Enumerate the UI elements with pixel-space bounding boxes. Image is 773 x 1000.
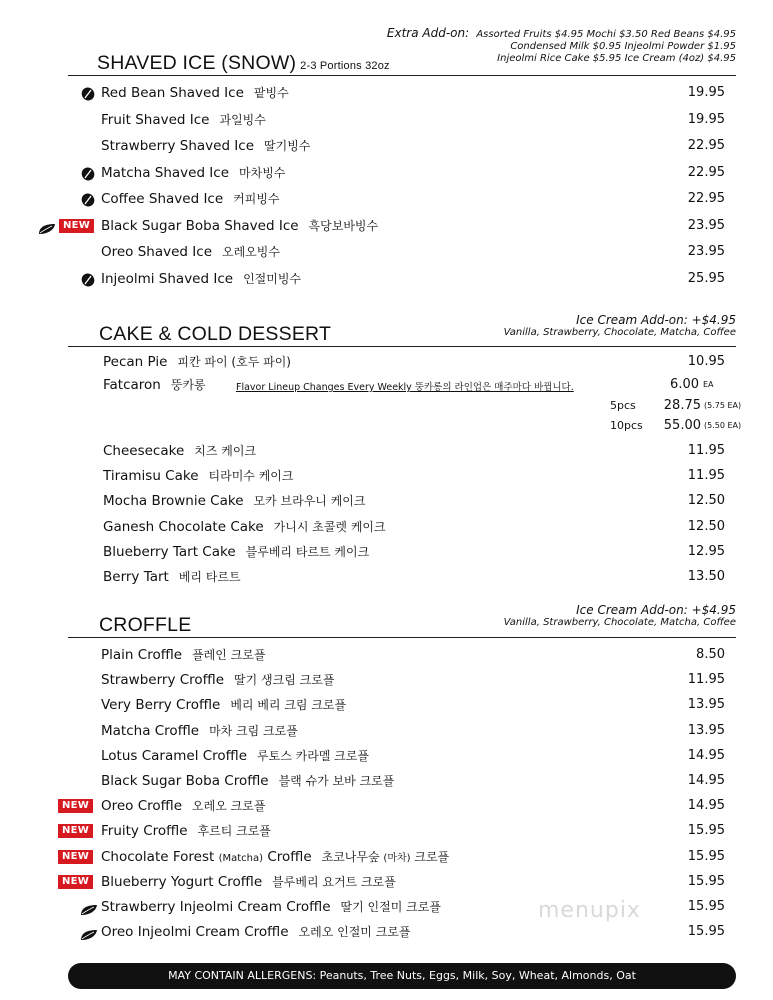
menu-item: [0, 895, 773, 919]
item-name: Tiramisu Cake: [103, 468, 199, 485]
item-name: Very Berry Croffle: [101, 697, 221, 714]
menu-item: [0, 187, 773, 211]
item-name: Fruit Shaved Ice: [101, 111, 210, 128]
item-name: Oreo Shaved Ice: [101, 244, 212, 260]
item-korean-name: 베리 베리 크림 크로플: [230, 698, 347, 713]
coffee-bean-icon: [81, 272, 95, 286]
item-price: 15.95: [687, 899, 725, 914]
menu-item: [0, 744, 773, 768]
item-price: 15.95: [687, 823, 725, 839]
new-badge: NEW: [58, 799, 93, 813]
cake-addon-block: [504, 313, 736, 339]
item-korean-name: 베리 타르트: [178, 570, 241, 584]
new-badge: NEW: [59, 219, 94, 233]
item-name: Oreo Croffle: [101, 798, 183, 815]
item-name: Blueberry Yogurt Croffle: [101, 873, 263, 890]
leaf-icon: [38, 220, 56, 232]
pack-qty: 5pcs: [610, 399, 636, 412]
item-price: 15.95: [687, 873, 725, 889]
item-korean-suffix: 크로플: [414, 849, 450, 864]
item-price: 22.95: [687, 191, 725, 206]
item-price: 8.50: [696, 647, 725, 662]
item-price: 22.95: [687, 164, 725, 180]
item-price: 23.95: [687, 244, 725, 259]
item-name: Cheesecake: [103, 443, 185, 459]
item-name: Fruity Croffle: [101, 823, 188, 840]
item-name: Plain Croffle: [101, 647, 183, 663]
item-name: Matcha Croffle: [101, 722, 200, 739]
item-korean-name: 인절미빙수: [243, 271, 302, 286]
item-korean-name: 팥빙수: [253, 86, 289, 100]
cake-addon-head: Ice Cream Add-on: +$4.95: [576, 313, 736, 327]
pack-qty: 10pcs: [610, 419, 643, 432]
menu-item: [0, 668, 773, 692]
item-korean-name: 피칸 파이 (호두 파이): [177, 355, 291, 369]
item-price: 12.50: [687, 518, 725, 534]
item-name: Lotus Caramel Croffle: [101, 747, 248, 764]
menu-item: [0, 540, 773, 564]
item-name-suffix: Croffle: [267, 848, 312, 865]
item-name: Strawberry Croffle: [101, 672, 225, 689]
menu-item: [0, 794, 773, 818]
item-korean-name: 커피빙수: [233, 192, 280, 206]
item-name: Oreo Injeolmi Cream Croffle: [101, 924, 289, 941]
menu-item: [0, 214, 773, 238]
item-name: Blueberry Tart Cake: [103, 543, 236, 560]
shaved-ice-title: SHAVED ICE (SNOW): [97, 52, 297, 74]
item-price: 10.95: [687, 354, 725, 369]
item-name-note: (Matcha): [218, 852, 264, 864]
item-name: Black Sugar Boba Croffle: [101, 773, 269, 789]
pack-price: 55.00: [663, 418, 701, 433]
pack-each: (5.50 EA): [704, 421, 742, 430]
item-price: 14.95: [687, 773, 725, 788]
croffle-addon-flavors: Vanilla, Strawberry, Chocolate, Matcha, Coffee: [503, 617, 736, 628]
menu-item: [0, 565, 773, 589]
croffle-title: CROFFLE: [99, 614, 192, 636]
item-korean-name: 티라미수 케이크: [208, 469, 294, 484]
menu-item: [0, 643, 773, 667]
fatcaron-pack-10: [0, 414, 773, 438]
extra-addon-block: [387, 26, 736, 65]
cake-divider: [68, 346, 736, 347]
item-korean-name: 뚱카롱: [170, 378, 206, 392]
item-name: Berry Tart: [103, 569, 169, 585]
item-name: Coffee Shaved Ice: [101, 191, 224, 207]
item-price: 25.95: [687, 270, 725, 286]
item-unit: EA: [703, 380, 714, 389]
item-price: 15.95: [687, 848, 725, 864]
item-korean-name: 플레인 크로플: [192, 648, 266, 662]
menu-item: [0, 693, 773, 717]
menu-item: [0, 515, 773, 539]
menu-item: [0, 719, 773, 743]
item-price: 13.50: [687, 569, 725, 584]
cake-addon-flavors: Vanilla, Strawberry, Chocolate, Matcha, Coffee: [503, 327, 736, 338]
item-price: 12.95: [687, 543, 725, 559]
item-korean-name: 마차빙수: [239, 165, 286, 180]
menupix-watermark: menupix: [538, 898, 641, 923]
menu-item: [0, 240, 773, 264]
coffee-bean-icon: [81, 192, 95, 206]
extra-addon-line3: Injeolmi Rice Cake $5.95 Ice Cream (4oz) $4.95: [497, 53, 736, 64]
item-name: Pecan Pie: [103, 354, 168, 370]
item-korean-name: 오레오 크로플: [192, 799, 266, 814]
item-price: 14.95: [687, 747, 725, 763]
menu-item-pecan-pie: [0, 350, 773, 374]
item-korean-name: 딸기 생크림 크로플: [234, 673, 335, 688]
new-badge: NEW: [58, 850, 93, 864]
item-name: Ganesh Chocolate Cake: [103, 518, 264, 535]
menu-item: [0, 920, 773, 944]
menu-item: [0, 870, 773, 894]
leaf-icon: [80, 926, 98, 938]
item-name: Fatcaron: [103, 377, 161, 393]
item-name: Matcha Shaved Ice: [101, 164, 230, 181]
cake-title: CAKE & COLD DESSERT: [99, 323, 332, 345]
item-name: Mocha Brownie Cake: [103, 493, 244, 510]
pack-each: (5.75 EA): [704, 401, 742, 410]
extra-addon-line2: Condensed Milk $0.95 Injeolmi Powder $1.95: [510, 41, 736, 52]
item-price: 6.00: [670, 377, 699, 392]
item-korean-name: 치즈 케이크: [194, 444, 257, 458]
item-price: 11.95: [687, 672, 725, 688]
item-korean-name: [322, 850, 450, 864]
shaved-ice-divider: [68, 75, 736, 76]
shaved-ice-title-block: [97, 52, 390, 75]
pack-price: 28.75: [663, 398, 701, 413]
item-price: 11.95: [687, 443, 725, 458]
menu-item: [0, 108, 773, 132]
item-korean-name: 흑당보바빙수: [308, 218, 379, 233]
allergen-banner: MAY CONTAIN ALLERGENS: Peanuts, Tree Nuts, Eggs, Milk, Soy, Wheat, Almonds, Oat: [68, 963, 736, 989]
extra-addon-head: Extra Add-on:: [386, 26, 470, 40]
item-price: 12.50: [687, 493, 725, 509]
item-price: 19.95: [687, 85, 725, 100]
new-badge: NEW: [58, 875, 93, 889]
menu-item: [0, 161, 773, 185]
menu-item: [0, 464, 773, 488]
item-name: Chocolate Forest: [101, 848, 215, 865]
item-name: Injeolmi Shaved Ice: [101, 270, 234, 287]
item-korean-name: 블루베리 타르트 케이크: [245, 544, 370, 559]
item-name: Strawberry Shaved Ice: [101, 138, 255, 154]
item-korean-name: 모카 브라우니 케이크: [253, 494, 366, 509]
item-price: 13.95: [687, 697, 725, 713]
item-price: 14.95: [687, 798, 725, 814]
item-korean-part: 초코나무숲: [321, 849, 380, 864]
item-price: 23.95: [687, 217, 725, 233]
shaved-ice-subtitle: 2-3 Portions 32oz: [300, 60, 390, 72]
item-korean-name: 딸기빙수: [264, 139, 311, 153]
item-price: 11.95: [687, 468, 725, 484]
menu-item: [0, 819, 773, 843]
coffee-bean-icon: [81, 86, 95, 100]
menu-item: [0, 769, 773, 793]
fatcaron-note: Flavor Lineup Changes Every Weekly 뚱카롱의 라인업은 매주마다 바뀝니다.: [236, 382, 574, 393]
item-korean-name: 블랙 슈가 보바 크로플: [278, 774, 395, 788]
item-korean-name: 딸기 인절미 크로플: [340, 900, 441, 914]
item-korean-name: 루토스 카라멜 크로플: [257, 748, 370, 763]
croffle-addon-block: [504, 603, 736, 629]
new-badge: NEW: [58, 824, 93, 838]
croffle-addon-head: Ice Cream Add-on: +$4.95: [576, 603, 736, 617]
item-korean-name: 가니시 초콜렛 케이크: [273, 519, 386, 534]
item-korean-note: (마차): [383, 852, 411, 864]
item-name: Red Bean Shaved Ice: [101, 85, 244, 101]
extra-addon-line1: Assorted Fruits $4.95 Mochi $3.50 Red Beans $4.95: [476, 29, 736, 40]
menu-item: [0, 267, 773, 291]
item-korean-name: 오레오빙수: [222, 245, 280, 259]
menu-item: [0, 81, 773, 105]
menu-item: [0, 489, 773, 513]
menu-item: [0, 439, 773, 463]
item-price: 22.95: [687, 138, 725, 153]
coffee-bean-icon: [81, 166, 95, 180]
menu-item: [0, 134, 773, 158]
item-korean-name: 과일빙수: [219, 112, 266, 127]
menu-item: [0, 845, 773, 869]
item-price: 13.95: [687, 722, 725, 738]
item-price: 19.95: [687, 111, 725, 127]
item-korean-name: 마차 크림 크로플: [209, 723, 298, 738]
item-korean-name: 오레오 인절미 크로플: [298, 925, 411, 940]
item-name: Strawberry Injeolmi Cream Croffle: [101, 899, 331, 915]
item-korean-name: 블루베리 요거트 크로플: [272, 874, 396, 889]
item-price: 15.95: [687, 924, 725, 940]
croffle-divider: [68, 637, 736, 638]
leaf-icon: [80, 901, 98, 913]
item-korean-name: 후르티 크로플: [197, 824, 271, 839]
item-name: Black Sugar Boba Shaved Ice: [101, 217, 299, 234]
